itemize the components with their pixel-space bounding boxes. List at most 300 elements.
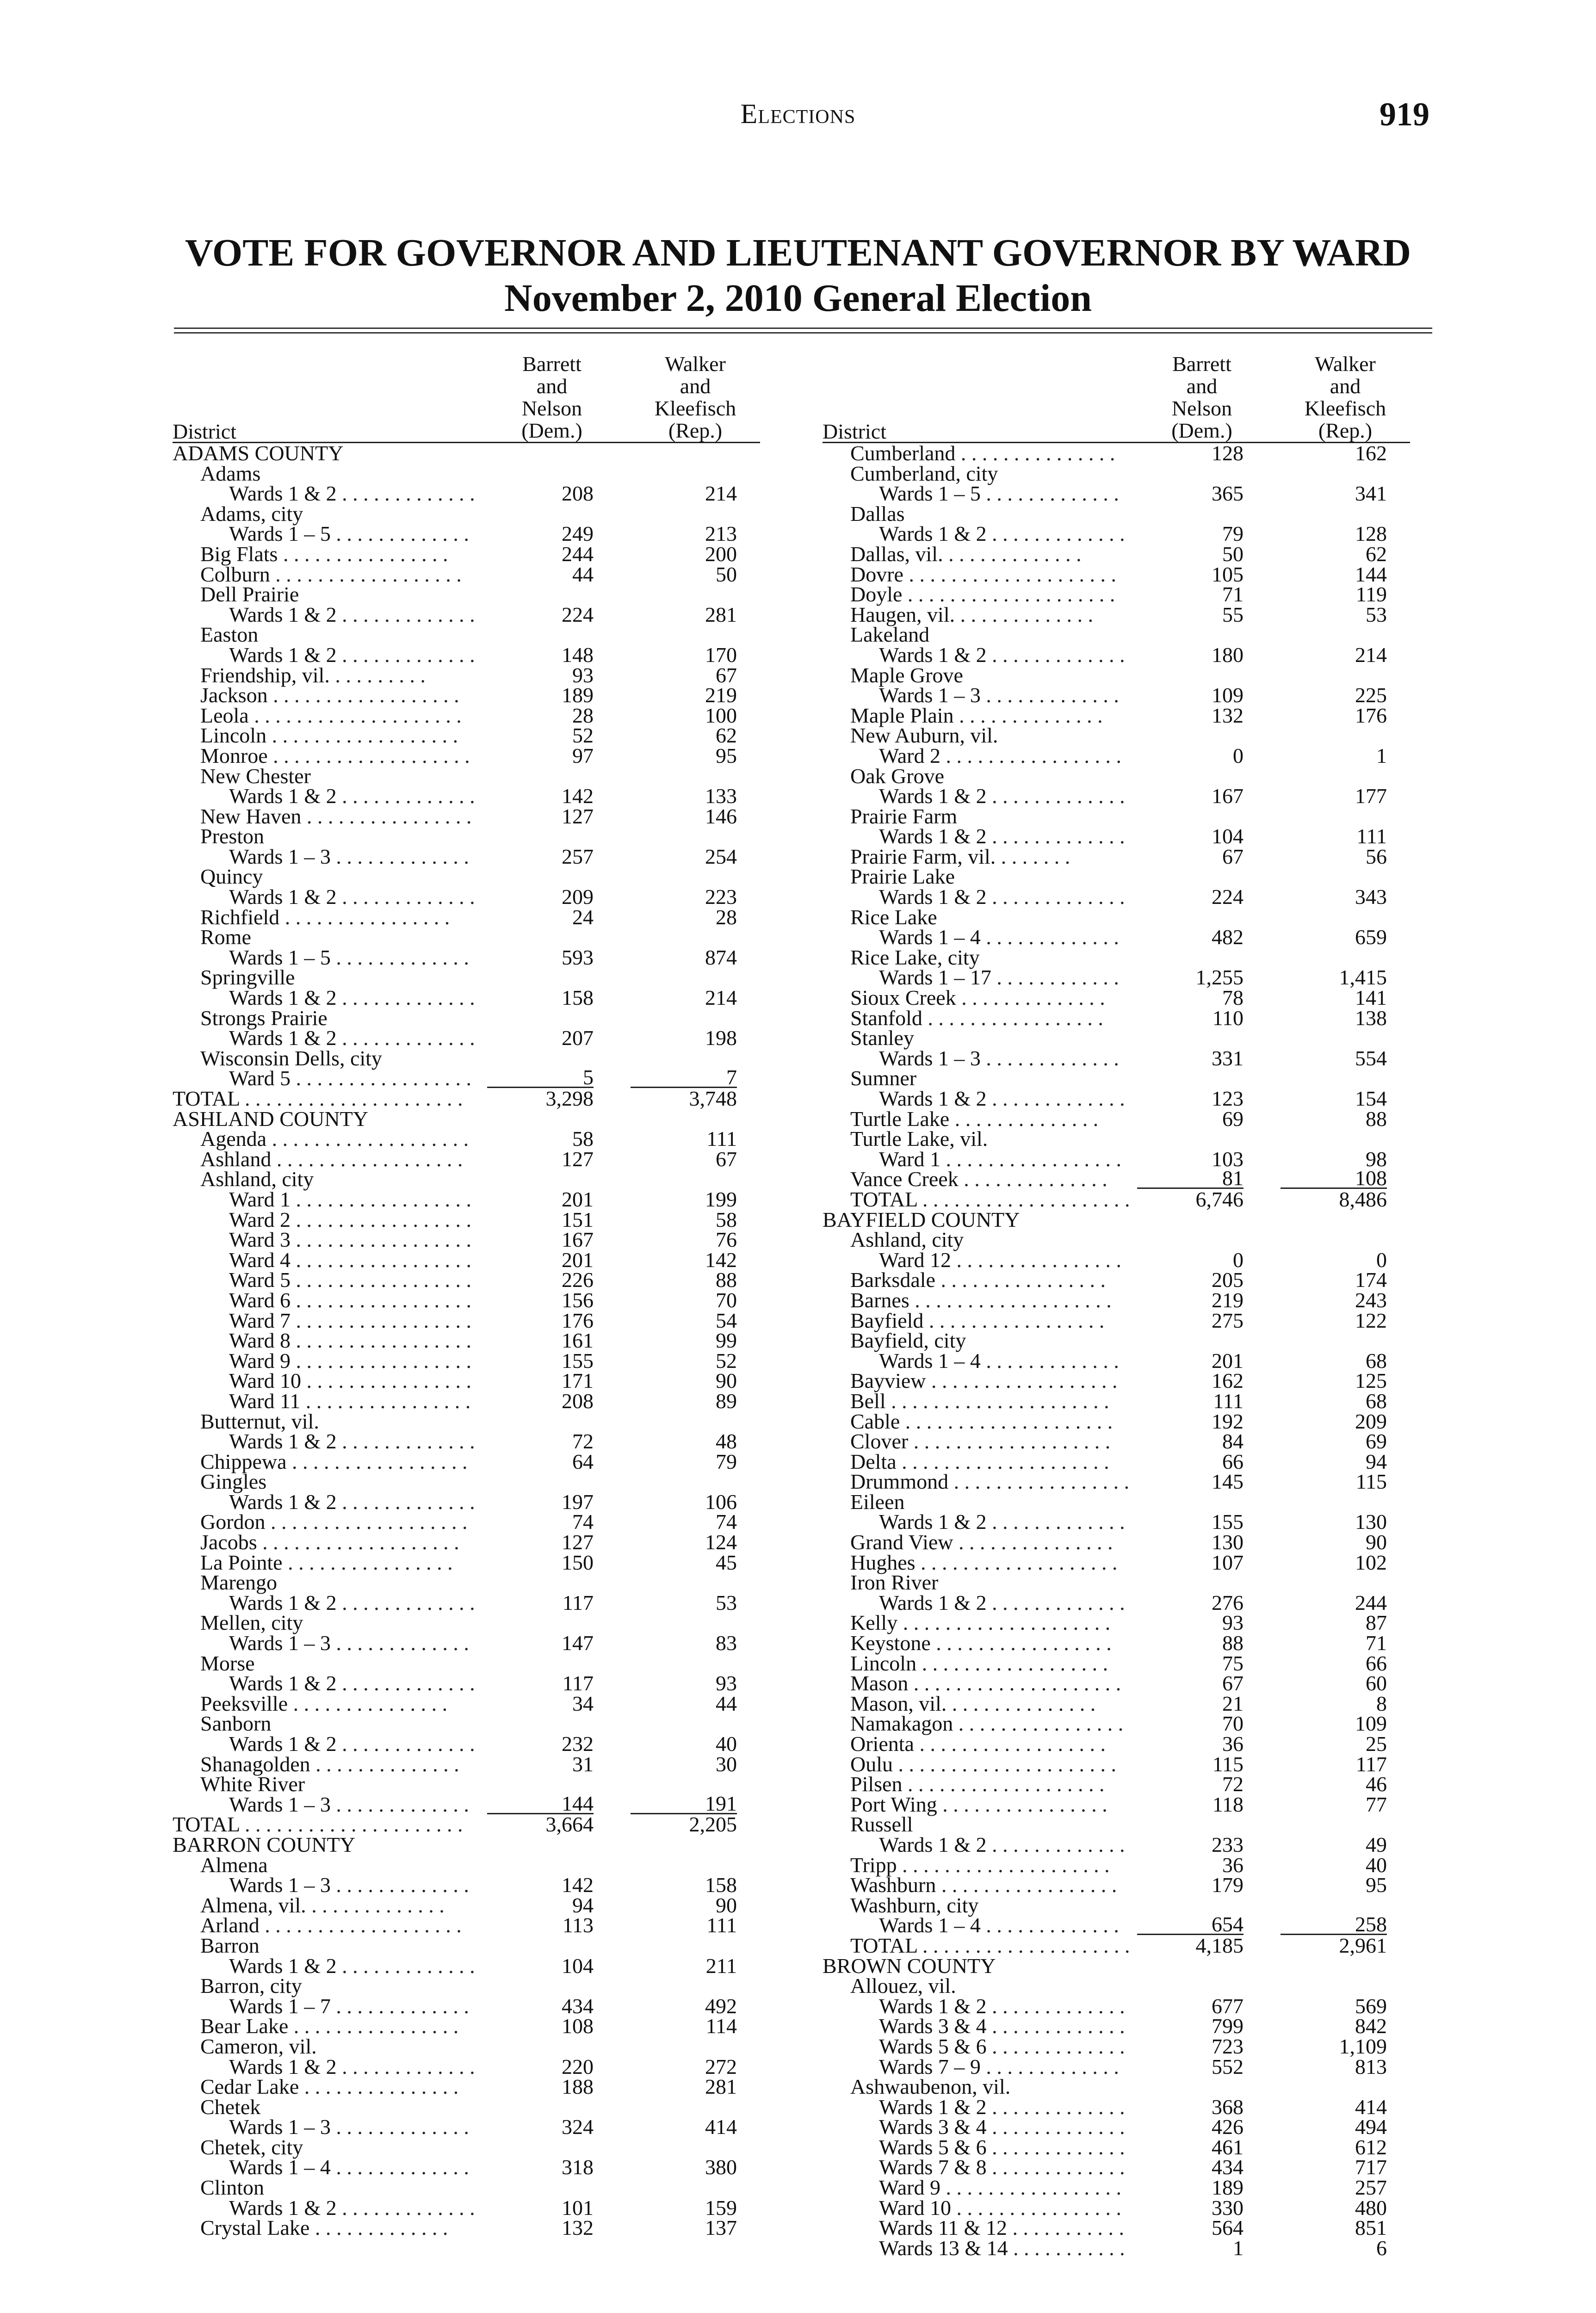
table-row [173, 705, 760, 726]
district-label: Eileen [850, 1490, 905, 1514]
column-header [173, 349, 760, 443]
district-label: Wards 1 & 2 . . . . . . . . . . . . . [229, 643, 475, 667]
dem-votes: 107 [1212, 1550, 1243, 1574]
table-row [173, 743, 760, 767]
leader-dots: . . . . . . . . . . . . . . . . . [290, 1288, 471, 1312]
leader-dots: . . . . . . . . . . . . . [986, 1832, 1125, 1856]
table-row [823, 1532, 1410, 1552]
district-label: Ashland, city [200, 1167, 314, 1191]
dem-votes: 151 [562, 1207, 594, 1231]
leader-dots: . . . . . . . . . . . . . . . . [301, 804, 472, 828]
rep-votes: 71 [1366, 1631, 1387, 1655]
leader-dots: . . . . . . . . . . . [1008, 2236, 1125, 2260]
leader-dots: . . . . . . . . . . . . . [980, 1348, 1119, 1373]
district-label: Wards 1 & 2 . . . . . . . . . . . . . [229, 1732, 475, 1756]
dem-votes: 276 [1212, 1590, 1243, 1614]
district-label: Cedar Lake . . . . . . . . . . . . . . . [200, 2075, 459, 2099]
district-label: Wards 1 & 2 . . . . . . . . . . . . . [229, 986, 475, 1010]
leader-dots: . . . . . . . . . . . . . [986, 1994, 1125, 2018]
district-label: Marengo [200, 1571, 278, 1595]
district-label: Russell [850, 1812, 913, 1837]
leader-dots: . . . . . . . . . . . . . . . . . . . . [908, 1671, 1121, 1695]
rep-votes: 67 [716, 1147, 737, 1171]
leader-dots: . . . . . . . . . . . . . [330, 1873, 469, 1897]
rep-votes: 68 [1366, 1348, 1387, 1373]
leader-dots: . . . . . . . . . . . . . [336, 1732, 475, 1756]
district-label: Dallas, vil. . . . . . . . . . . . . . [850, 542, 1082, 566]
dem-votes: 207 [562, 1026, 594, 1050]
district-label: Maple Plain . . . . . . . . . . . . . . [850, 703, 1103, 727]
leader-dots: . . . . . . . . . . . . . . . . . [936, 1873, 1117, 1897]
dem-votes: 132 [1212, 703, 1243, 727]
rep-votes: 3,748 [689, 1087, 737, 1110]
table-row [823, 2177, 1410, 2198]
dem-votes: 109 [1212, 683, 1243, 707]
leader-dots: . . . . . . . . . . . . . . . . [300, 1389, 471, 1413]
dem-votes: 79 [1222, 522, 1243, 546]
district-label: Wards 1 & 2 . . . . . . . . . . . . . [229, 2054, 475, 2078]
rep-votes: 2,961 [1339, 1933, 1387, 1957]
district-label: Port Wing . . . . . . . . . . . . . . . . [850, 1792, 1107, 1816]
dem-votes: 75 [1222, 1651, 1243, 1675]
rep-votes: 87 [1366, 1611, 1387, 1635]
district-label: Wards 1 & 2 . . . . . . . . . . . . . [879, 1832, 1125, 1856]
dem-votes: 677 [1212, 1994, 1243, 2018]
rep-votes: 90 [1366, 1530, 1387, 1554]
district-label: Wards 1 – 17 . . . . . . . . . . . . [879, 965, 1119, 990]
table-row [823, 1653, 1410, 1674]
leader-dots: . . . . . . . . . . . . . [980, 1046, 1119, 1070]
table-row [823, 1613, 1410, 1633]
district-label: Prairie Farm [850, 804, 958, 828]
dem-votes: 110 [1212, 1006, 1243, 1030]
rep-votes: 1,109 [1339, 2034, 1387, 2058]
district-label: Pilsen . . . . . . . . . . . . . . . . . . . [850, 1772, 1105, 1796]
table-row [823, 1855, 1410, 1875]
rep-votes: 191 [631, 1794, 737, 1814]
rep-votes: 480 [1355, 2195, 1387, 2220]
table-row [173, 1691, 760, 1715]
rep-votes: 90 [716, 1893, 737, 1917]
leader-dots: . . . . . . . . . . . . . [336, 784, 475, 808]
dem-votes: 81 [1137, 1169, 1243, 1189]
dem-votes: 176 [562, 1308, 594, 1332]
rep-votes: 492 [705, 1994, 737, 2018]
table-row [823, 2097, 1410, 2117]
rep-votes: 214 [705, 482, 737, 506]
table-row [173, 1431, 760, 1452]
district-label: Cumberland . . . . . . . . . . . . . . . [850, 441, 1115, 465]
dem-votes: 69 [1222, 1107, 1243, 1131]
rep-votes: 137 [705, 2216, 737, 2240]
rep-votes: 119 [1355, 582, 1387, 606]
leader-dots: . . . . . . . . . . . . . [336, 986, 475, 1010]
district-label: BROWN COUNTY [823, 1954, 996, 1978]
district-label: BARRON COUNTY [173, 1832, 355, 1856]
dem-votes: 0 [1233, 1248, 1243, 1272]
leader-dots: . . . . . . . . . . . . . [336, 2054, 475, 2078]
table-row [823, 1348, 1410, 1373]
table-row [173, 1774, 760, 1794]
leader-dots: . . . . . . . . . . . . . [986, 885, 1125, 909]
rep-votes: 141 [1355, 986, 1387, 1010]
table-row [823, 1250, 1410, 1270]
table-row [823, 564, 1410, 585]
table-row [823, 1832, 1410, 1856]
table-row [823, 2016, 1410, 2036]
district-header: District [823, 420, 886, 444]
table-row [173, 1875, 760, 1895]
dem-votes: 220 [562, 2054, 594, 2078]
district-label: Wards 1 & 2 . . . . . . . . . . . . . [229, 1429, 475, 1453]
dem-votes: 111 [1213, 1389, 1243, 1413]
rep-votes: 154 [1355, 1087, 1387, 1110]
table-row [173, 1270, 760, 1290]
table-row [823, 645, 1410, 665]
rep-votes: 1,415 [1339, 965, 1387, 990]
leader-dots: . . . . . . . . . . . . . . [958, 1167, 1107, 1191]
dem-votes: 104 [562, 1954, 594, 1978]
dem-votes: 36 [1222, 1853, 1243, 1877]
rep-votes: 125 [1355, 1369, 1387, 1393]
district-label: Ward 4 . . . . . . . . . . . . . . . . . [229, 1248, 471, 1272]
table-row [173, 1613, 760, 1633]
table-row [173, 524, 760, 544]
district-label: New Auburn, vil. [850, 724, 998, 748]
leader-dots: . . . . . . . . . . . . . [986, 643, 1125, 667]
district-label: Clinton [200, 2176, 265, 2200]
leader-dots: . . . . . . . . . . . . . [336, 1671, 475, 1695]
rep-votes: 0 [1376, 1248, 1387, 1272]
rep-votes: 176 [1355, 703, 1387, 727]
leader-dots: . . . . . . . . . . . . . . . [299, 2075, 459, 2099]
leader-dots: . . . . . . . . . . . . . . . . . [286, 1449, 468, 1473]
table-row [823, 2195, 1410, 2220]
dem-votes: 226 [562, 1268, 594, 1292]
leader-dots: . . . . . . . . . . . [1007, 2216, 1124, 2240]
district-label: Ward 10 . . . . . . . . . . . . . . . . [879, 2195, 1121, 2220]
district-label: Strongs Prairie [200, 1006, 328, 1030]
leader-dots: . . . . . . . . . . . . . [336, 1954, 475, 1978]
leader-dots: . . . . . . . . . . . . . [980, 925, 1119, 949]
table-row [823, 887, 1410, 907]
table-row [823, 766, 1410, 786]
table-row [173, 1048, 760, 1069]
rep-votes: 50 [716, 562, 737, 586]
dem-votes: 244 [562, 542, 594, 566]
district-label: Cameron, vil. [200, 2034, 317, 2058]
district-label: Dell Prairie [200, 582, 299, 606]
district-label: Ward 1 . . . . . . . . . . . . . . . . . [879, 1147, 1121, 1171]
table-row [823, 1207, 1410, 1231]
district-label: Wards 1 – 5 . . . . . . . . . . . . . [229, 522, 469, 546]
leader-dots: . . . . . . . . . . . . . . . . . . . . [897, 1611, 1111, 1635]
dem-votes: 233 [1212, 1832, 1243, 1856]
table-row [173, 766, 760, 786]
dem-votes: 101 [562, 2195, 594, 2220]
district-label: Ashland, city [850, 1228, 964, 1252]
leader-dots: . . . . . . . . . . . . . [336, 1026, 475, 1050]
district-label: Wards 1 – 5 . . . . . . . . . . . . . [879, 482, 1119, 506]
table-row [173, 1189, 760, 1210]
rep-votes: 213 [705, 522, 737, 546]
rep-votes: 93 [716, 1671, 737, 1695]
district-label: Rice Lake [850, 905, 937, 929]
table-row [823, 1391, 1410, 1411]
table-row [823, 544, 1410, 564]
district-label: Adams [200, 461, 261, 485]
dem-votes: 205 [1212, 1268, 1243, 1292]
dem-votes: 117 [562, 1590, 594, 1614]
leader-dots: . . . . . . . . . . . . . . . . [935, 1268, 1106, 1292]
district-label: Wards 1 & 2 . . . . . . . . . . . . . [879, 522, 1125, 546]
table-row [173, 1330, 760, 1351]
district-label: Prairie Farm, vil. . . . . . . . [850, 844, 1070, 868]
rep-votes: 88 [716, 1268, 737, 1292]
dem-votes: 3,664 [545, 1812, 594, 1837]
table-row [823, 1230, 1410, 1250]
table-row [173, 2195, 760, 2220]
rep-votes: 380 [705, 2155, 737, 2179]
district-label: Chippewa . . . . . . . . . . . . . . . . . [200, 1449, 468, 1473]
table-row [173, 1512, 760, 1532]
leader-dots: . . . . . . . . . . . . . . . . [937, 1792, 1107, 1816]
rep-votes: 98 [1366, 1147, 1387, 1171]
district-label: Orienta . . . . . . . . . . . . . . . . . . [850, 1732, 1106, 1756]
title-rule-bottom [174, 332, 1432, 334]
dem-votes: 365 [1212, 482, 1243, 506]
district-label: Wards 1 & 2 . . . . . . . . . . . . . [229, 602, 475, 626]
table-row [823, 743, 1410, 767]
leader-dots: . . . . . . . . . [329, 663, 426, 687]
district-label: Ward 3 . . . . . . . . . . . . . . . . . [229, 1228, 471, 1252]
leader-dots: . . . . . . . . . . . . . . . . . [940, 743, 1121, 767]
dem-votes: 103 [1212, 1147, 1243, 1171]
dem-header: Barrett and Nelson (Dem.) [521, 352, 582, 442]
district-label: Delta . . . . . . . . . . . . . . . . . . . . [850, 1449, 1109, 1473]
table-row [823, 1290, 1410, 1311]
table-row [823, 1754, 1410, 1775]
table-row [823, 483, 1410, 504]
leader-dots: . . . . . . . . . . . . . [943, 542, 1082, 566]
rep-votes: 8,486 [1339, 1187, 1387, 1211]
table-row [173, 584, 760, 605]
table-row [823, 1028, 1410, 1048]
total-row [173, 1814, 760, 1835]
leader-dots: . . . . . . . . . . . . . . . . . . [926, 1369, 1118, 1393]
dem-votes: 105 [1212, 562, 1243, 586]
district-label: Wards 1 – 3 . . . . . . . . . . . . . [229, 1631, 469, 1655]
rep-votes: 60 [1366, 1671, 1387, 1695]
rep-votes: 106 [705, 1490, 737, 1514]
rep-votes: 494 [1355, 2115, 1387, 2139]
table-row [823, 524, 1410, 544]
district-label: Lincoln . . . . . . . . . . . . . . . . . . [200, 724, 458, 748]
leader-dots: . . . . . . . . . . . . . . . . . . . . [903, 562, 1116, 586]
leader-dots: . . . . . . . . . . . . . . . [288, 1691, 448, 1715]
rep-votes: 170 [705, 643, 737, 667]
table-row [823, 1492, 1410, 1512]
dem-votes: 127 [562, 804, 594, 828]
district-label: Wards 1 & 2 . . . . . . . . . . . . . [879, 643, 1125, 667]
district-label: Wards 1 – 4 . . . . . . . . . . . . . [229, 2155, 469, 2179]
leader-dots: . . . . . . . . . . . . . [330, 1994, 469, 2018]
district-label: Drummond . . . . . . . . . . . . . . . . . [850, 1470, 1130, 1494]
table-row [823, 1895, 1410, 1916]
leader-dots: . . . . . . . . . . . . . . . . . . . . . [885, 1389, 1109, 1413]
leader-dots: . . . . . . . . . . . . . [330, 1631, 469, 1655]
district-label: Keystone . . . . . . . . . . . . . . . . . [850, 1631, 1112, 1655]
leader-dots: . . . . . . . . . . . . . [980, 482, 1119, 506]
dem-votes: 97 [572, 743, 594, 767]
district-label: Preston [200, 824, 264, 848]
leader-dots: . . . . . . . . . . . . . . . . . [290, 1268, 471, 1292]
leader-dots: . . . . . . . . . . . . . [336, 2195, 475, 2220]
table-row [823, 2137, 1410, 2158]
district-label: Cable . . . . . . . . . . . . . . . . . . . . [850, 1409, 1113, 1433]
title-line-2: November 2, 2010 General Election [504, 277, 1092, 320]
dem-votes: 201 [562, 1248, 594, 1272]
district-label: Springville [200, 965, 295, 990]
leader-dots: . . . . . . . . . . . . . . . . . . . [908, 1429, 1111, 1453]
table-row [173, 1129, 760, 1149]
dem-votes: 44 [572, 562, 594, 586]
leader-dots: . . . . . . . . . . . . . . . . . . . . [900, 1409, 1113, 1433]
table-row [823, 1270, 1410, 1290]
table-row [173, 1895, 760, 1916]
leader-dots: . . . . . . . . . . . . . . . . . . . [257, 1530, 459, 1554]
table-row [823, 1008, 1410, 1028]
rep-votes: 133 [705, 784, 737, 808]
rep-votes: 211 [705, 1954, 737, 1978]
district-label: Gordon . . . . . . . . . . . . . . . . . . . [200, 1510, 468, 1534]
table-row [173, 443, 760, 464]
rep-votes: 89 [716, 1389, 737, 1413]
dem-votes: 78 [1222, 986, 1243, 1010]
district-label: Wards 1 – 3 . . . . . . . . . . . . . [229, 2115, 469, 2139]
rep-votes: 30 [716, 1752, 737, 1776]
leader-dots: . . . . . . . . . . . . . . . . [282, 1550, 453, 1574]
district-label: Bear Lake . . . . . . . . . . . . . . . . [200, 2014, 459, 2038]
rep-votes: 111 [706, 1913, 737, 1937]
district-label: Wisconsin Dells, city [200, 1046, 382, 1070]
dem-votes: 167 [1212, 784, 1243, 808]
table-row [173, 1673, 760, 1694]
table-row [173, 844, 760, 868]
district-label: Washburn, city [850, 1893, 979, 1917]
table-row [173, 544, 760, 564]
rep-votes: 58 [716, 1207, 737, 1231]
dem-votes: 162 [1212, 1369, 1243, 1393]
dem-votes: 155 [562, 1348, 594, 1373]
dem-votes: 426 [1212, 2115, 1243, 2139]
district-label: Friendship, vil. . . . . . . . . . [200, 663, 426, 687]
district-label: Mason . . . . . . . . . . . . . . . . . . . . [850, 1671, 1121, 1695]
district-label: Wards 1 & 2 . . . . . . . . . . . . . [879, 1087, 1125, 1110]
dem-votes: 58 [572, 1127, 594, 1151]
rep-votes: 25 [1366, 1732, 1387, 1756]
leader-dots: . . . . . . . . . . . . . [306, 1893, 445, 1917]
table-row [173, 1250, 760, 1270]
dem-votes: 197 [562, 1490, 594, 1514]
rep-votes: 874 [705, 945, 737, 969]
leader-dots: . . . . . . . . . . . . . [980, 683, 1119, 707]
dem-votes: 36 [1222, 1732, 1243, 1756]
table-row [823, 443, 1410, 464]
dem-votes: 104 [1212, 824, 1243, 848]
running-head: Elections [740, 99, 856, 129]
district-label: Hughes . . . . . . . . . . . . . . . . . . . [850, 1550, 1118, 1574]
table-row [173, 1472, 760, 1492]
dem-votes: 219 [1212, 1288, 1243, 1312]
leader-dots: . . . . . . . . . . . . . [986, 2034, 1125, 2058]
rep-votes: 62 [1366, 542, 1387, 566]
dem-votes: 4,185 [1195, 1933, 1243, 1957]
table-row [823, 1875, 1410, 1895]
district-label: Monroe . . . . . . . . . . . . . . . . . . . [200, 743, 470, 767]
rep-votes: 54 [716, 1308, 737, 1332]
dem-votes: 208 [562, 1389, 594, 1413]
district-label: Gingles [200, 1470, 267, 1494]
rep-votes: 76 [716, 1228, 737, 1252]
district-label: Allouez, vil. [850, 1974, 956, 1998]
table-row [173, 1976, 760, 1996]
dem-votes: 150 [562, 1550, 594, 1574]
rep-votes: 56 [1366, 844, 1387, 868]
leader-dots: . . . . . . . . . . . . . . . . . . . . [248, 703, 462, 727]
dem-votes: 142 [562, 784, 594, 808]
table-row [173, 564, 760, 585]
table-row [173, 2137, 760, 2158]
dem-votes: 257 [562, 844, 594, 868]
right-column [823, 349, 1410, 2258]
table-row [823, 866, 1410, 887]
table-row [823, 1912, 1410, 1937]
table-row [823, 2077, 1410, 2097]
leader-dots: . . . . . . . . . . . . . [330, 945, 469, 969]
rep-votes: 109 [1355, 1712, 1387, 1736]
table-row [173, 483, 760, 504]
rep-votes: 108 [1281, 1169, 1387, 1189]
district-label: Wards 1 & 2 . . . . . . . . . . . . . [229, 1954, 475, 1978]
rep-votes: 130 [1355, 1510, 1387, 1534]
table-row [823, 907, 1410, 928]
leader-dots: . . . . . . . . . . . . . . . . . . [267, 683, 459, 707]
rep-votes: 67 [716, 663, 737, 687]
district-label: Wards 1 – 4 . . . . . . . . . . . . . [879, 925, 1119, 949]
district-label: Wards 1 – 5 . . . . . . . . . . . . . [229, 945, 469, 969]
district-label: Wards 1 & 2 . . . . . . . . . . . . . [879, 885, 1125, 909]
rep-header: Walker and Kleefisch (Rep.) [654, 352, 736, 442]
table-row [823, 1371, 1410, 1391]
dem-votes: 368 [1212, 2095, 1243, 2119]
table-row [173, 1754, 760, 1775]
leader-dots: . . . . . . . . . . . . . . . . . . [914, 1732, 1106, 1756]
dem-votes: 275 [1212, 1308, 1243, 1332]
dem-votes: 67 [1222, 1671, 1243, 1695]
table-row [823, 2218, 1410, 2238]
district-label: ADAMS COUNTY [173, 441, 344, 465]
leader-dots: . . . . . . . . . . . . . . [949, 1107, 1099, 1131]
district-label: Butternut, vil. [200, 1409, 319, 1433]
leader-dots: . . . . . . . . . . . . . . . . . . . . [897, 1853, 1110, 1877]
rep-votes: 146 [705, 804, 737, 828]
table-row [823, 1472, 1410, 1492]
dem-votes: 84 [1222, 1429, 1243, 1453]
leader-dots: . . . . . . . . . . . . . . . . . . . . . [239, 1087, 463, 1110]
leader-dots: . . . . . . . . . . . . . [986, 2155, 1125, 2179]
dem-votes: 208 [562, 482, 594, 506]
